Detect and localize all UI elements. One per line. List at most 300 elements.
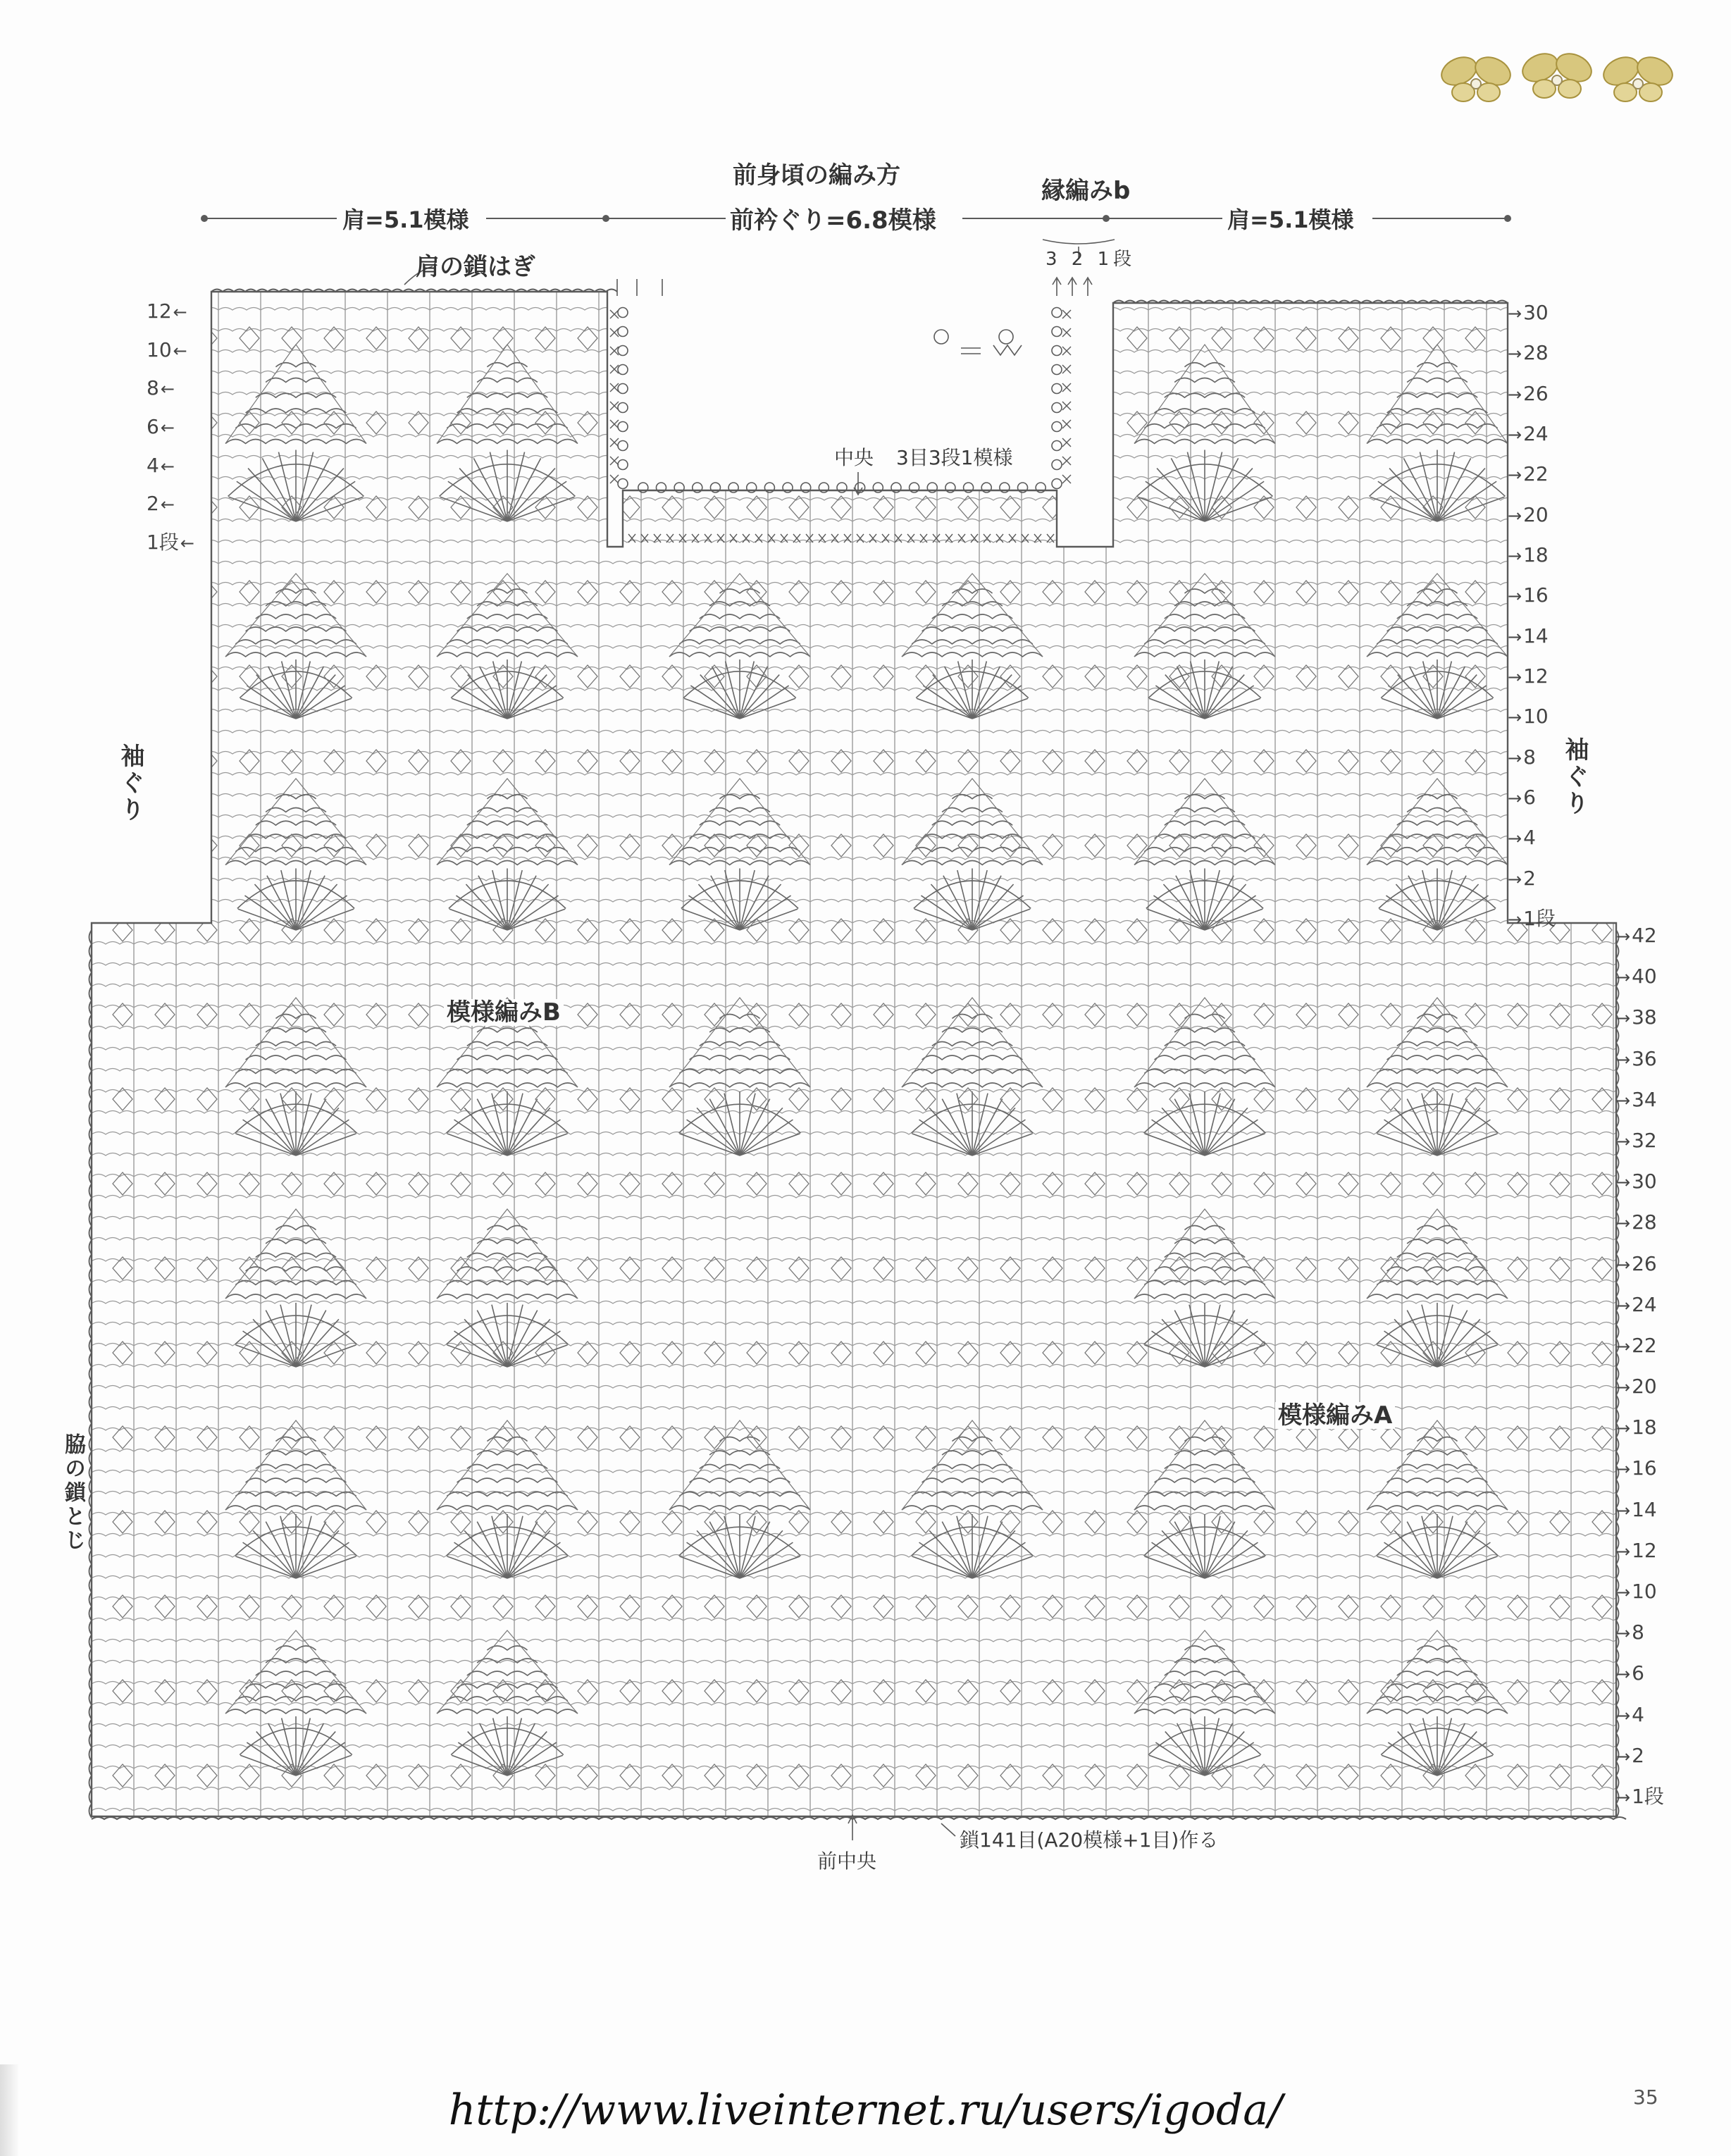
shell-stitch bbox=[1508, 1595, 1527, 1618]
row-number: → 24 bbox=[1616, 1295, 1657, 1315]
edging-loop bbox=[618, 479, 628, 489]
shell-stitch bbox=[1339, 750, 1358, 772]
chain-row bbox=[92, 815, 1627, 818]
shell-stitch bbox=[1508, 1172, 1527, 1195]
shell-stitch bbox=[874, 581, 893, 603]
shell-stitch bbox=[1085, 1003, 1105, 1026]
shell-stitch bbox=[409, 1088, 428, 1110]
shell-stitch bbox=[409, 750, 428, 772]
pineapple-loop bbox=[1134, 1083, 1275, 1087]
shell-stitch bbox=[1550, 834, 1570, 857]
shell-stitch bbox=[1550, 411, 1570, 434]
shell-stitch bbox=[1423, 1511, 1443, 1533]
shell-stitch bbox=[1212, 919, 1231, 941]
pineapple-loop bbox=[690, 627, 790, 631]
pineapple-loop bbox=[256, 614, 336, 619]
shell-stitch bbox=[1592, 834, 1612, 857]
shell-stitch bbox=[1254, 1511, 1274, 1533]
pineapple-loop bbox=[1407, 808, 1468, 812]
fan-stitch bbox=[1205, 1556, 1265, 1578]
shell-stitch bbox=[451, 750, 471, 772]
pineapple-loop bbox=[1134, 1709, 1275, 1714]
fan-stitch bbox=[679, 1556, 740, 1578]
shell-stitch bbox=[1000, 750, 1020, 772]
shoulder-left-label: 肩=5.1模様 bbox=[342, 206, 469, 233]
shell-stitch bbox=[789, 919, 809, 941]
fan-stitch bbox=[1205, 497, 1272, 521]
shell-stitch bbox=[409, 496, 428, 519]
shell-stitch bbox=[705, 1595, 724, 1618]
row-number: 1段 ← bbox=[147, 533, 194, 552]
shell-stitch bbox=[662, 665, 682, 688]
edging-loop bbox=[1052, 403, 1062, 413]
diagram-title: 前身頃の編み方 bbox=[733, 161, 900, 190]
shell-stitch bbox=[1592, 496, 1612, 519]
shell-stitch bbox=[916, 1257, 936, 1280]
row-number: → 30 bbox=[1508, 303, 1549, 323]
shell-stitch bbox=[705, 1172, 724, 1195]
shell-stitch bbox=[155, 750, 175, 772]
shell-stitch bbox=[113, 1088, 132, 1110]
shell-stitch bbox=[324, 1003, 344, 1026]
shell-stitch bbox=[789, 1511, 809, 1533]
pineapple-loop bbox=[709, 808, 770, 812]
shell-stitch bbox=[535, 919, 555, 941]
shell-stitch bbox=[282, 665, 302, 688]
shell-stitch bbox=[197, 581, 217, 603]
pineapple-loop bbox=[447, 1070, 567, 1074]
shell-stitch bbox=[1423, 327, 1443, 349]
shell-stitch bbox=[1085, 750, 1105, 772]
shell-stitch bbox=[874, 1511, 893, 1533]
shell-stitch bbox=[1465, 1088, 1485, 1110]
pineapple-loop bbox=[690, 1478, 790, 1482]
shell-stitch bbox=[1000, 1088, 1020, 1110]
pineapple-loop bbox=[1397, 821, 1477, 825]
shell-stitch bbox=[1127, 750, 1147, 772]
shell-stitch bbox=[535, 1172, 555, 1195]
pineapple-loop bbox=[467, 1465, 547, 1469]
fan-stitch bbox=[296, 1755, 352, 1776]
shell-stitch bbox=[1550, 496, 1570, 519]
fan-stitch bbox=[1205, 909, 1262, 930]
shell-stitch bbox=[1085, 1342, 1105, 1364]
shell-stitch bbox=[1085, 1088, 1105, 1110]
shell-stitch bbox=[662, 1257, 682, 1280]
shell-stitch bbox=[1127, 919, 1147, 941]
pineapple-loop bbox=[1144, 640, 1265, 644]
shell-stitch bbox=[1212, 1764, 1231, 1787]
edging-loop bbox=[618, 384, 628, 394]
shell-stitch bbox=[1592, 327, 1612, 349]
shell-stitch bbox=[113, 1680, 132, 1702]
shell-stitch bbox=[1085, 1257, 1105, 1280]
foundation-leader bbox=[941, 1823, 955, 1836]
shell-stitch bbox=[747, 327, 767, 349]
edging-loop bbox=[1052, 479, 1062, 489]
shell-stitch bbox=[1465, 1511, 1485, 1533]
shell-stitch bbox=[705, 411, 724, 434]
shell-stitch bbox=[705, 834, 724, 857]
shell-stitch bbox=[366, 581, 386, 603]
shell-stitch bbox=[1592, 411, 1612, 434]
shell-stitch bbox=[1254, 1088, 1274, 1110]
shell-stitch bbox=[366, 327, 386, 349]
fan-stitch bbox=[682, 909, 740, 930]
fan-stitch bbox=[1437, 698, 1493, 719]
row-number: → 16 bbox=[1508, 586, 1549, 605]
butterfly-ornament bbox=[1437, 42, 1677, 120]
shell-stitch bbox=[451, 1595, 471, 1618]
shell-stitch bbox=[789, 1680, 809, 1702]
shell-stitch bbox=[1000, 496, 1020, 519]
shell-stitch bbox=[409, 1003, 428, 1026]
fan-stitch bbox=[972, 698, 1028, 719]
shell-stitch bbox=[916, 1003, 936, 1026]
shell-stitch bbox=[1550, 1764, 1570, 1787]
shell-stitch bbox=[958, 1342, 978, 1364]
shell-stitch bbox=[1127, 1342, 1147, 1364]
shell-stitch bbox=[958, 1764, 978, 1787]
row-number: → 6 bbox=[1616, 1664, 1644, 1683]
shell-stitch bbox=[113, 327, 132, 349]
row-number: 4 ← bbox=[147, 456, 175, 476]
chain-row bbox=[92, 540, 1627, 543]
shell-stitch bbox=[409, 1511, 428, 1533]
shell-stitch bbox=[1550, 1342, 1570, 1364]
shell-stitch bbox=[705, 1342, 724, 1364]
pineapple-loop bbox=[1155, 1478, 1255, 1482]
chain-row bbox=[92, 371, 1627, 374]
shell-stitch bbox=[1339, 1257, 1358, 1280]
shell-stitch bbox=[1127, 1595, 1147, 1618]
shell-stitch bbox=[1085, 834, 1105, 857]
shell-stitch bbox=[1465, 327, 1485, 349]
shell-stitch bbox=[705, 1764, 724, 1787]
shell-stitch bbox=[1423, 665, 1443, 688]
shell-stitch bbox=[366, 1426, 386, 1449]
row-number: → 2 bbox=[1508, 869, 1536, 888]
shell-stitch bbox=[1339, 1088, 1358, 1110]
shell-stitch bbox=[1296, 919, 1316, 941]
chain-row bbox=[92, 562, 1627, 564]
shell-stitch bbox=[113, 1257, 132, 1280]
shell-stitch bbox=[1127, 1172, 1147, 1195]
shell-stitch bbox=[831, 1764, 851, 1787]
symbol-picot bbox=[999, 330, 1013, 344]
chain-row bbox=[92, 1027, 1627, 1029]
pineapple-loop bbox=[1397, 1042, 1477, 1046]
shell-stitch bbox=[155, 1003, 175, 1026]
shell-stitch bbox=[1000, 1680, 1020, 1702]
shell-stitch bbox=[831, 919, 851, 941]
shell-stitch bbox=[535, 327, 555, 349]
shell-stitch bbox=[1000, 581, 1020, 603]
shell-stitch bbox=[1169, 411, 1189, 434]
shell-stitch bbox=[874, 665, 893, 688]
pineapple-loop bbox=[1134, 1294, 1275, 1299]
row-number: → 1段 bbox=[1616, 1787, 1664, 1807]
shell-stitch bbox=[1381, 1088, 1401, 1110]
chain-row bbox=[92, 1005, 1627, 1008]
fan-stitch bbox=[914, 909, 972, 930]
shell-stitch bbox=[789, 834, 809, 857]
shell-stitch bbox=[1381, 750, 1401, 772]
shell-stitch bbox=[1043, 1003, 1062, 1026]
pineapple-loop bbox=[690, 1055, 790, 1060]
shell-stitch bbox=[155, 665, 175, 688]
shell-stitch bbox=[113, 1426, 132, 1449]
row-number: → 20 bbox=[1616, 1377, 1657, 1396]
chain-row bbox=[92, 1809, 1627, 1811]
chain-row bbox=[92, 1132, 1627, 1135]
shell-stitch bbox=[705, 750, 724, 772]
shell-stitch bbox=[747, 1680, 767, 1702]
shell-stitch bbox=[662, 581, 682, 603]
row-number: → 24 bbox=[1508, 424, 1549, 444]
shell-stitch bbox=[831, 581, 851, 603]
edging-loop bbox=[618, 346, 628, 356]
shell-stitch bbox=[1043, 1595, 1062, 1618]
shell-stitch bbox=[958, 1595, 978, 1618]
shell-stitch bbox=[324, 1088, 344, 1110]
shell-stitch bbox=[282, 411, 302, 434]
shell-stitch bbox=[1000, 1595, 1020, 1618]
chain-row bbox=[92, 1640, 1627, 1642]
shell-stitch bbox=[578, 750, 597, 772]
shell-stitch bbox=[366, 750, 386, 772]
chain-row bbox=[92, 984, 1627, 987]
fan-stitch bbox=[238, 909, 296, 930]
chain-row bbox=[92, 1428, 1627, 1431]
shell-stitch bbox=[1043, 1764, 1062, 1787]
shell-stitch bbox=[1339, 1595, 1358, 1618]
shell-stitch bbox=[1296, 581, 1316, 603]
shell-stitch bbox=[1339, 1342, 1358, 1364]
shell-stitch bbox=[240, 1511, 259, 1533]
shell-stitch bbox=[789, 1764, 809, 1787]
edging-loop bbox=[618, 441, 628, 451]
shell-stitch bbox=[1592, 1257, 1612, 1280]
row-number: → 10 bbox=[1508, 707, 1549, 726]
shell-stitch bbox=[1296, 1257, 1316, 1280]
pineapple-loop bbox=[1134, 652, 1275, 657]
shell-stitch bbox=[578, 411, 597, 434]
armhole-right-label: 袖ぐり bbox=[1561, 737, 1589, 817]
shell-stitch bbox=[535, 1764, 555, 1787]
shell-stitch bbox=[874, 1680, 893, 1702]
chain-row bbox=[92, 308, 1627, 311]
shell-stitch bbox=[1381, 327, 1401, 349]
pineapple-loop bbox=[912, 1492, 1032, 1497]
shell-stitch bbox=[831, 1595, 851, 1618]
chain-row bbox=[92, 498, 1627, 501]
shell-stitch bbox=[535, 1088, 555, 1110]
shell-stitch bbox=[1339, 1511, 1358, 1533]
shell-stitch bbox=[1550, 1511, 1570, 1533]
row-number: → 34 bbox=[1616, 1090, 1657, 1110]
shell-stitch bbox=[1339, 1680, 1358, 1702]
row-number: → 1段 bbox=[1508, 909, 1556, 929]
shell-stitch bbox=[1592, 1172, 1612, 1195]
shell-stitch bbox=[1296, 665, 1316, 688]
shell-stitch bbox=[1000, 1003, 1020, 1026]
row-number: → 40 bbox=[1616, 967, 1657, 986]
row-number: → 32 bbox=[1616, 1131, 1657, 1151]
shell-stitch bbox=[662, 1088, 682, 1110]
shell-stitch bbox=[662, 1595, 682, 1618]
shell-stitch bbox=[578, 1511, 597, 1533]
fan-stitch bbox=[296, 1345, 356, 1367]
shell-stitch bbox=[874, 834, 893, 857]
row-number: → 26 bbox=[1616, 1254, 1657, 1274]
fan-stitch bbox=[447, 1556, 507, 1578]
shell-stitch bbox=[451, 1511, 471, 1533]
shell-stitch bbox=[578, 1342, 597, 1364]
shell-stitch bbox=[662, 750, 682, 772]
shell-stitch bbox=[1127, 1003, 1147, 1026]
fan-stitch bbox=[440, 497, 507, 521]
shell-stitch bbox=[1127, 1426, 1147, 1449]
shell-stitch bbox=[1465, 581, 1485, 603]
pineapple-loop bbox=[447, 848, 567, 852]
shell-stitch bbox=[831, 411, 851, 434]
shell-stitch bbox=[874, 411, 893, 434]
pineapple-loop bbox=[1155, 1055, 1255, 1060]
shell-stitch bbox=[113, 834, 132, 857]
shell-stitch bbox=[493, 1257, 513, 1280]
shell-stitch bbox=[747, 750, 767, 772]
pineapple-loop bbox=[679, 640, 800, 644]
shell-stitch bbox=[1085, 1680, 1105, 1702]
chain-row bbox=[92, 1449, 1627, 1452]
shell-stitch bbox=[1592, 1511, 1612, 1533]
shell-stitch bbox=[493, 1088, 513, 1110]
shell-stitch bbox=[493, 411, 513, 434]
shell-stitch bbox=[1339, 581, 1358, 603]
shell-stitch bbox=[240, 750, 259, 772]
shell-stitch bbox=[1212, 1257, 1231, 1280]
shell-stitch bbox=[1465, 750, 1485, 772]
fan-stitch bbox=[296, 1556, 356, 1578]
shell-stitch bbox=[1296, 411, 1316, 434]
chain-row bbox=[92, 1386, 1627, 1389]
shell-stitch bbox=[197, 1172, 217, 1195]
shell-stitch bbox=[1550, 1426, 1570, 1449]
chain-row bbox=[92, 1301, 1627, 1304]
shell-stitch bbox=[958, 665, 978, 688]
shell-stitch bbox=[155, 1088, 175, 1110]
fan-stitch bbox=[912, 1556, 972, 1578]
chain-row bbox=[92, 942, 1627, 945]
shell-stitch bbox=[240, 1003, 259, 1026]
shell-stitch bbox=[662, 411, 682, 434]
shell-stitch bbox=[1592, 665, 1612, 688]
chain-row bbox=[92, 1175, 1627, 1177]
butterfly-icon bbox=[1599, 52, 1677, 101]
shell-stitch bbox=[1000, 1764, 1020, 1787]
shell-stitch bbox=[451, 1426, 471, 1449]
shell-stitch bbox=[1381, 1003, 1401, 1026]
shell-stitch bbox=[662, 1680, 682, 1702]
shell-stitch bbox=[324, 1426, 344, 1449]
shell-stitch bbox=[197, 1088, 217, 1110]
shell-stitch bbox=[831, 1088, 851, 1110]
shell-stitch bbox=[1254, 1595, 1274, 1618]
shell-stitch bbox=[831, 1257, 851, 1280]
shell-stitch bbox=[916, 496, 936, 519]
shell-stitch bbox=[282, 750, 302, 772]
shell-stitch bbox=[789, 750, 809, 772]
shell-stitch bbox=[705, 1257, 724, 1280]
shell-stitch bbox=[451, 411, 471, 434]
shell-stitch bbox=[197, 750, 217, 772]
fan-stitch bbox=[740, 909, 798, 930]
shell-stitch bbox=[1169, 1595, 1189, 1618]
shell-stitch bbox=[1423, 1172, 1443, 1195]
shell-stitch bbox=[324, 1595, 344, 1618]
shell-stitch bbox=[747, 1257, 767, 1280]
fan-stitch bbox=[1437, 1755, 1493, 1776]
shell-stitch bbox=[874, 1342, 893, 1364]
shell-stitch bbox=[324, 1764, 344, 1787]
fan-stitch bbox=[449, 909, 507, 930]
fan-stitch bbox=[1377, 1345, 1437, 1367]
shell-stitch bbox=[1000, 1426, 1020, 1449]
symbol-picot bbox=[934, 330, 948, 344]
shell-stitch bbox=[1169, 327, 1189, 349]
shell-stitch bbox=[620, 1595, 640, 1618]
shell-stitch bbox=[831, 496, 851, 519]
pineapple-loop bbox=[1144, 424, 1265, 428]
shell-stitch bbox=[155, 1426, 175, 1449]
shell-stitch bbox=[958, 496, 978, 519]
pineapple-loop bbox=[932, 821, 1012, 825]
shell-stitch bbox=[324, 327, 344, 349]
foundation-label: 鎖141目(A20模様+1目)作る bbox=[960, 1828, 1219, 1852]
fan-stitch bbox=[240, 698, 296, 719]
shell-stitch bbox=[662, 1172, 682, 1195]
chain-row bbox=[92, 1597, 1627, 1600]
pineapple-loop bbox=[235, 1492, 356, 1497]
fan-stitch bbox=[229, 497, 296, 521]
shell-stitch bbox=[1296, 1680, 1316, 1702]
shell-stitch bbox=[1085, 919, 1105, 941]
shell-stitch bbox=[1043, 665, 1062, 688]
shell-stitch bbox=[366, 1003, 386, 1026]
shell-stitch bbox=[1339, 919, 1358, 941]
shell-stitch bbox=[958, 1257, 978, 1280]
shell-stitch bbox=[1254, 1172, 1274, 1195]
pineapple-loop bbox=[235, 1070, 356, 1074]
fan-stitch bbox=[1379, 909, 1437, 930]
shell-stitch bbox=[916, 1595, 936, 1618]
edging-loop bbox=[618, 403, 628, 413]
chain-row bbox=[92, 583, 1627, 586]
shell-stitch bbox=[1000, 1342, 1020, 1364]
shell-stitch bbox=[789, 411, 809, 434]
shell-stitch bbox=[1127, 1680, 1147, 1702]
shell-stitch bbox=[1465, 1003, 1485, 1026]
shell-stitch bbox=[916, 1088, 936, 1110]
shell-stitch bbox=[578, 1088, 597, 1110]
pineapple-loop bbox=[256, 393, 336, 397]
chain-row bbox=[92, 1513, 1627, 1516]
row-number: 12 ← bbox=[147, 302, 187, 321]
shell-stitch bbox=[155, 1342, 175, 1364]
shell-stitch bbox=[1296, 1172, 1316, 1195]
shell-stitch bbox=[958, 327, 978, 349]
